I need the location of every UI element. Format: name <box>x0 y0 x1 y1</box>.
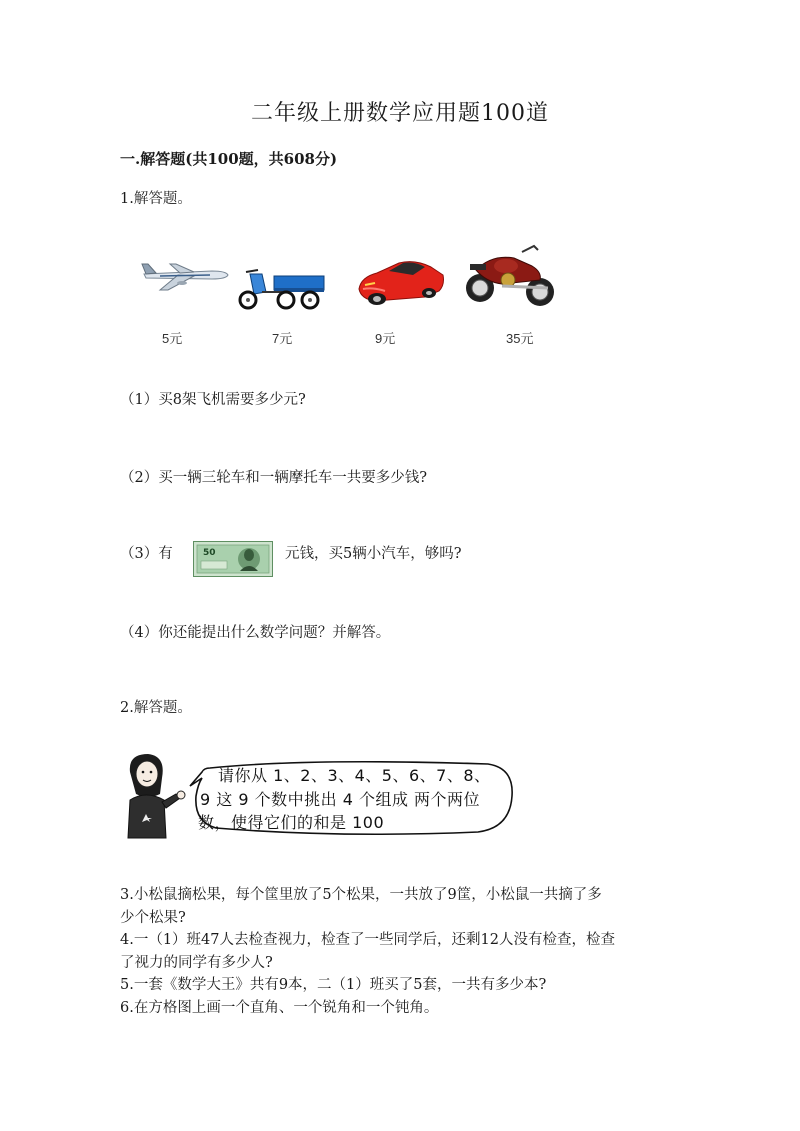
question-1-sub-3-prefix: （3）有 <box>120 546 173 562</box>
question-line: 6.在方格图上画一个直角、一个锐角和一个钝角。 <box>120 999 439 1016</box>
question-list <box>120 884 695 1019</box>
banknote-icon <box>193 541 273 577</box>
price-motorcycle: 35元 <box>506 331 534 346</box>
price-airplane: 5元 <box>162 331 183 346</box>
question-1-sub-1: （1）买8架飞机需要多少元? <box>120 392 306 408</box>
airplane-icon <box>140 258 230 292</box>
question-1-sub-2: （2）买一辆三轮车和一辆摩托车一共要多少钱? <box>120 470 427 486</box>
question-1-sub-3-suffix: 元钱，买5辆小汽车，够吗? <box>285 546 462 562</box>
speech-bubble-line-1: 请你从 1、2、3、4、5、6、7、8、 <box>218 766 491 785</box>
question-line: 少个松果? <box>120 909 186 926</box>
question-line: 3.小松鼠摘松果，每个筐里放了5个松果，一共放了9筐，小松鼠一共摘了多 <box>120 887 602 903</box>
motorcycle-icon <box>462 240 556 310</box>
price-tricycle: 7元 <box>272 331 293 346</box>
speech-bubble-line-3: 数，使得它们的和是 100 <box>198 813 385 832</box>
question-2-heading: 2.解答题。 <box>120 700 192 716</box>
banknote-value: 50 <box>203 548 216 558</box>
question-line: 5.一套《数学大王》共有9本，二（1）班买了5套，一共有多少本? <box>120 977 547 993</box>
section-heading: 一.解答题(共100题，共608分) <box>120 150 338 168</box>
sports-car-icon <box>355 255 447 307</box>
page-title: 二年级上册数学应用题100道 <box>251 101 549 126</box>
speech-bubble-line-2: 9 这 9 个数中挑出 4 个组成 两个两位 <box>200 790 481 809</box>
question-1-heading: 1.解答题。 <box>120 191 192 207</box>
girl-icon <box>118 750 190 840</box>
price-car: 9元 <box>375 331 396 346</box>
question-line: 4.一（1）班47人去检查视力，检查了一些同学后，还剩12人没有检查，检查 <box>120 932 615 948</box>
question-line: 了视力的同学有多少人? <box>120 954 273 971</box>
question-1-sub-4: （4）你还能提出什么数学问题？并解答。 <box>120 625 391 641</box>
tricycle-icon <box>232 266 330 310</box>
